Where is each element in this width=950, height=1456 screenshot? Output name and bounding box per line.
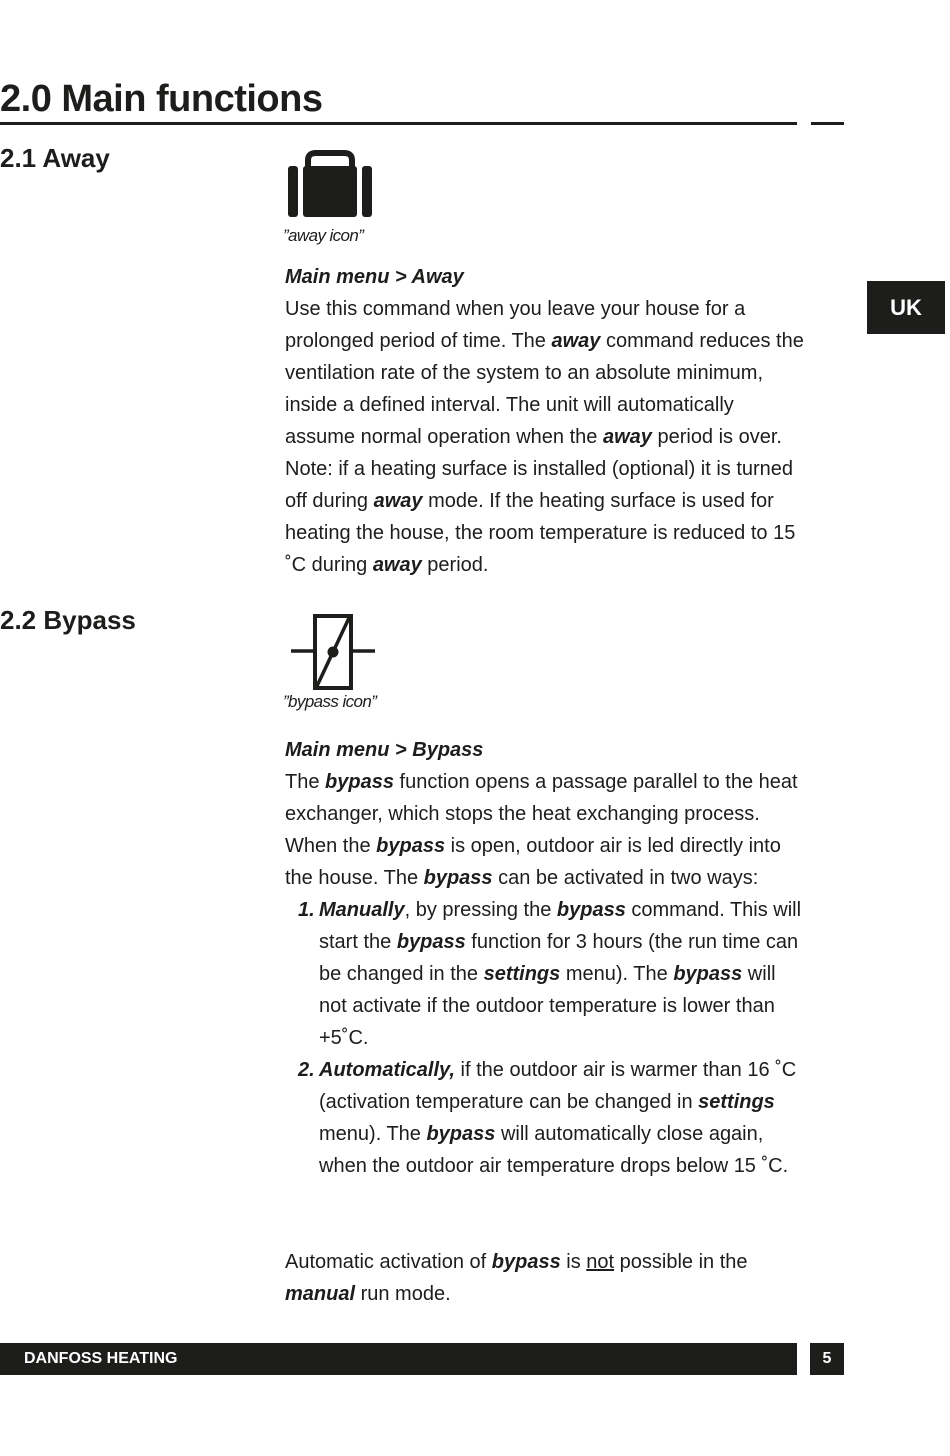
language-tab-label: UK (890, 294, 922, 320)
text-run: can be activated in two ways: (492, 867, 759, 889)
manual-mode-note (285, 1246, 805, 1310)
section-heading-away: 2.1 Away (0, 143, 110, 173)
emphasis: settings (483, 963, 561, 985)
emphasis: bypass (673, 963, 743, 985)
title-rule (0, 122, 797, 125)
away-body (285, 261, 805, 581)
text-run: menu). The (319, 1123, 427, 1145)
emphasis: bypass (376, 835, 446, 857)
footer-brand: DANFOSS HEATING (24, 1350, 178, 1367)
emphasis: away (551, 330, 601, 352)
bypass-note (285, 1246, 805, 1310)
text-run: if the outdoor air is warmer than 16 ˚C (activation temperature can be changed in (319, 1059, 797, 1113)
emphasis: bypass (556, 899, 626, 921)
bypass-icon-caption: ”bypass icon” (283, 692, 377, 711)
emphasis: manual (285, 1283, 356, 1305)
away-icon-caption: ”away icon” (283, 226, 364, 245)
emphasis: away (372, 554, 422, 576)
text-run: The (285, 771, 326, 793)
emphasis: bypass (423, 867, 493, 889)
list-number: 1. (298, 899, 315, 921)
text-run: will automatically close again, when the outdoor air temperature drops below 15 ˚C. (319, 1123, 789, 1177)
text-run: function for 3 hours (the run time can be changed in the (319, 931, 799, 985)
emphasis: bypass (491, 1251, 561, 1273)
list-item (285, 894, 805, 1054)
emphasis: bypass (325, 771, 394, 793)
away-description (285, 293, 805, 581)
emphasis: bypass (426, 1123, 496, 1145)
activation-list (285, 894, 805, 1182)
list-lead: Manually (319, 899, 405, 921)
language-tab (867, 281, 945, 334)
underlined-word: not (586, 1251, 615, 1273)
emphasis: away (373, 490, 423, 512)
text-run: , by pressing the (404, 899, 557, 921)
list-lead: Automatically, (319, 1059, 455, 1081)
text-run: will not activate if the outdoor temperature is lower than +5˚C. (319, 963, 776, 1049)
text-run: is (560, 1251, 587, 1273)
title-rule-short (811, 122, 844, 125)
text-run: command reduces the ventilation rate of the system to an absolute minimum, inside a defined interval. The unit will automatically assume normal operation when the (285, 330, 804, 448)
footer-bar (0, 1343, 797, 1375)
emphasis: settings (698, 1091, 775, 1113)
text-run: period is over. Note: if a heating surface is installed (optional) it is turned off during (285, 426, 794, 512)
bypass-icon (289, 612, 377, 692)
bypass-menu-path: Main menu > Bypass (285, 739, 484, 761)
bypass-body (285, 734, 805, 1182)
text-run: function opens a passage parallel to the heat exchanger, which stops the heat exchanging process. When the (285, 771, 798, 857)
text-run: Automatic activation of (285, 1251, 492, 1273)
list-item (285, 1054, 805, 1182)
text-run: menu). The (560, 963, 674, 985)
text-run: period. (421, 554, 489, 576)
away-icon (286, 150, 376, 220)
page-title: 2.0 Main functions (0, 78, 323, 120)
emphasis: away (602, 426, 652, 448)
section-heading-bypass: 2.2 Bypass (0, 605, 136, 635)
emphasis: bypass (396, 931, 466, 953)
text-run: is open, outdoor air is led directly into the house. The (285, 835, 781, 889)
text-run: mode. If the heating surface is used for heating the house, the room temperature is reduced to 15 ˚C during (285, 490, 796, 576)
text-run: possible in the (614, 1251, 748, 1273)
text-run: command. This will start the (319, 899, 802, 953)
list-number: 2. (298, 1059, 315, 1081)
bypass-intro (285, 766, 805, 894)
text-run: run mode. (355, 1283, 451, 1305)
text-run: Use this command when you leave your house for a prolonged period of time. The (285, 298, 746, 352)
page-number: 5 (810, 1343, 844, 1375)
away-menu-path: Main menu > Away (285, 266, 464, 288)
